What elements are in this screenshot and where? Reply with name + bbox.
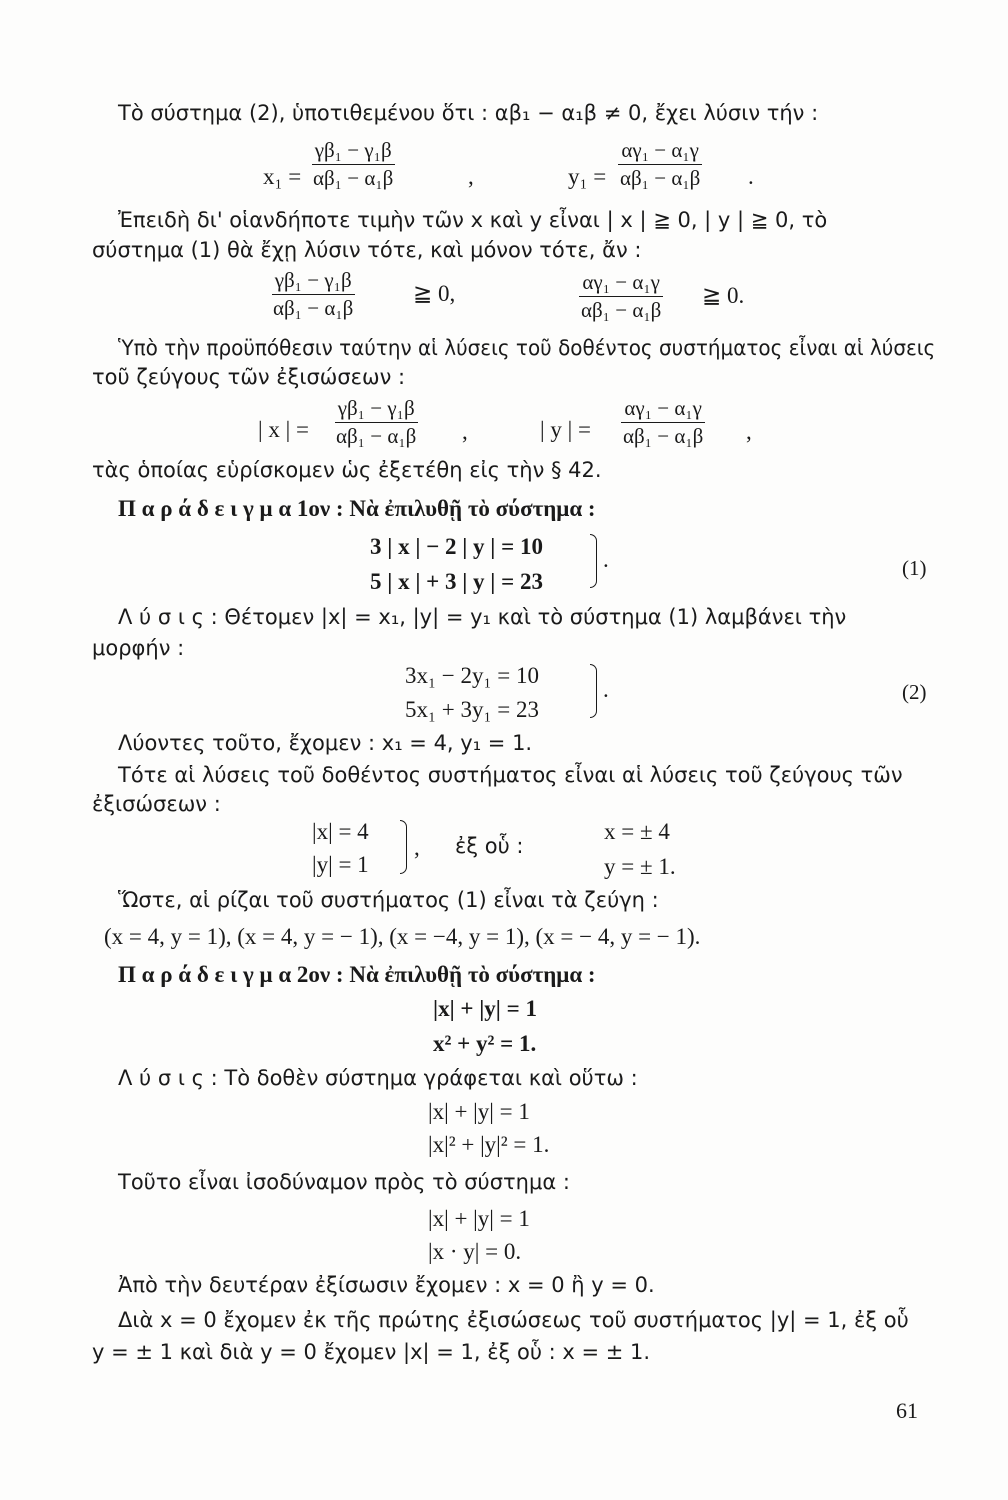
abs-y-lhs: | y | = — [540, 417, 591, 442]
abs-equations-brace — [400, 820, 407, 874]
since-line-1: Ἐπειδὴ δι' οἱανδήποτε τιμὴν τῶν x καὶ y εἶναι | x | ≧ 0, | y | ≧ 0, τὸ — [118, 208, 828, 232]
x1-lhs: x₁ = — [263, 164, 302, 189]
y1-lhs: y₁ = — [568, 164, 607, 189]
abs-x-numerator: γβ₁ − γ₁β — [335, 398, 418, 423]
since-line-2: σύστημα (1) θὰ ἔχῃ λύσιν τότε, καὶ μόνον τότε, ἄν : — [92, 238, 642, 262]
example-1-then-line-2: ἐξισώσεων : — [92, 792, 221, 816]
hypothesis-line-1: Ὑπὸ τὴν προϋπόθεσιν ταύτην αἱ λύσεις τοῦ δοθέντος συστήματος εἶναι αἱ λύσεις — [118, 336, 936, 360]
example-1-equation-2: 5 | x | + 3 | y | = 23 — [370, 569, 543, 594]
y1-denominator: αβ₁ − α₁β — [620, 166, 701, 190]
condition-1-denominator: αβ₁ − α₁β — [273, 296, 354, 320]
result-y: y = ± 1. — [604, 854, 676, 879]
example-1-solution-line-2: μορφήν : — [92, 636, 185, 660]
abs-x-lhs: | x | = — [258, 417, 309, 442]
example-1-system-2-end: . — [603, 677, 609, 702]
condition-2-relation: ≧ 0. — [702, 283, 745, 308]
second-equation-line: Ἀπὸ τὴν δευτέραν ἐξίσωσιν ἔχομεν : x = 0 ἢ y = 0. — [118, 1273, 655, 1297]
system-label-2: (2) — [902, 680, 927, 704]
pairs-line: (x = 4, y = 1), (x = 4, y = − 1), (x = −4, y = 1), (x = − 4, y = − 1). — [104, 924, 701, 949]
example-1-system-brace — [590, 534, 597, 588]
abs-y-fraction — [620, 398, 706, 447]
example-1-system-end: . — [603, 547, 609, 572]
x1-numerator: γβ₁ − γ₁β — [312, 140, 395, 165]
condition-2-numerator: αγ₁ − α₁γ — [579, 272, 663, 297]
equivalence-line: Τοῦτο εἶναι ἰσοδύναμον πρὸς τὸ σύστημα : — [118, 1170, 570, 1194]
abs-equation-1: |x| = 4 — [312, 819, 369, 844]
example-1-heading: Π α ρ ά δ ε ι γ μ α 1ον : Νὰ ἐπιλυθῇ τὸ σύστημα : — [118, 496, 596, 521]
example-1-system-2-brace — [590, 664, 597, 718]
example-2-equation-4: |x|² + |y|² = 1. — [428, 1132, 550, 1157]
x1-fraction — [310, 140, 396, 189]
whence-label: ἐξ οὗ : — [455, 834, 524, 858]
condition-1-fraction — [270, 270, 356, 319]
condition-2-fraction — [578, 272, 664, 321]
x1-denominator: αβ₁ − α₁β — [313, 166, 394, 190]
example-1-equation-1: 3 | x | − 2 | y | = 10 — [370, 534, 543, 559]
hypothesis-line-2: τοῦ ζεύγους τῶν ἐξισώσεων : — [92, 365, 406, 389]
example-2-equation-2: x² + y² = 1. — [433, 1031, 537, 1056]
abs-y-denominator: αβ₁ − α₁β — [623, 424, 704, 448]
abs-equations-separator: , — [414, 835, 420, 860]
example-1-solving-line: Λύοντες τοῦτο, ἔχομεν : x₁ = 4, y₁ = 1. — [118, 731, 533, 755]
example-2-equation-1: |x| + |y| = 1 — [433, 996, 537, 1021]
condition-1-relation: ≧ 0, — [413, 281, 456, 306]
final-line-1: Διὰ x = 0 ἔχομεν ἐκ τῆς πρώτης ἐξισώσεως τοῦ συστήματος |y| = 1, ἐξ οὗ — [118, 1308, 909, 1332]
abs-equation-2: |y| = 1 — [312, 852, 369, 877]
condition-2-denominator: αβ₁ − α₁β — [581, 298, 662, 322]
page-number: 61 — [896, 1398, 918, 1423]
y1-fraction — [617, 140, 703, 189]
x1-separator: , — [468, 164, 474, 189]
abs-x-separator: , — [462, 419, 468, 444]
condition-1-numerator: γβ₁ − γ₁β — [272, 270, 355, 295]
final-line-2: y = ± 1 καὶ διὰ y = 0 ἔχομεν |x| = 1, ἐξ οὗ : x = ± 1. — [92, 1340, 651, 1364]
example-1-equation-3: 3x₁ − 2y₁ = 10 — [405, 663, 539, 688]
abs-x-denominator: αβ₁ − α₁β — [336, 424, 417, 448]
example-2-equation-5: |x| + |y| = 1 — [428, 1206, 530, 1231]
abs-y-numerator: αγ₁ − α₁γ — [621, 398, 705, 423]
y1-end: . — [748, 164, 754, 189]
solve-reference-line: τὰς ὁποίας εὑρίσκομεν ὡς ἐξετέθη εἰς τὴν § 42. — [92, 458, 602, 482]
example-1-solution-line-1: Λ ύ σ ι ς : Θέτομεν |x| = x₁, |y| = y₁ καὶ τὸ σύστημα (1) λαμβάνει τὴν — [118, 605, 847, 629]
intro-line: Τὸ σύστημα (2), ὑποτιθεμένου ὅτι : αβ₁ − α₁β ≠ 0, ἔχει λύσιν τήν : — [118, 101, 819, 125]
example-2-heading: Π α ρ ά δ ε ι γ μ α 2ον : Νὰ ἐπιλυθῇ τὸ σύστημα : — [118, 962, 596, 987]
example-2-equation-3: |x| + |y| = 1 — [428, 1099, 530, 1124]
example-1-then-line-1: Τότε αἱ λύσεις τοῦ δοθέντος συστήματος εἶναι αἱ λύσεις τοῦ ζεύγους τῶν — [118, 763, 903, 787]
result-x: x = ± 4 — [604, 819, 670, 844]
example-2-solution-line: Λ ύ σ ι ς : Τὸ δοθὲν σύστημα γράφεται καὶ οὕτω : — [118, 1066, 638, 1090]
abs-y-separator: , — [746, 419, 752, 444]
system-label-1: (1) — [902, 556, 927, 580]
roots-line: Ὥστε, αἱ ρίζαι τοῦ συστήματος (1) εἶναι τὰ ζεύγη : — [118, 888, 659, 912]
abs-x-fraction — [333, 398, 419, 447]
y1-numerator: αγ₁ − α₁γ — [618, 140, 702, 165]
example-2-equation-6: |x · y| = 0. — [428, 1239, 522, 1264]
example-1-equation-4: 5x₁ + 3y₁ = 23 — [405, 697, 539, 722]
